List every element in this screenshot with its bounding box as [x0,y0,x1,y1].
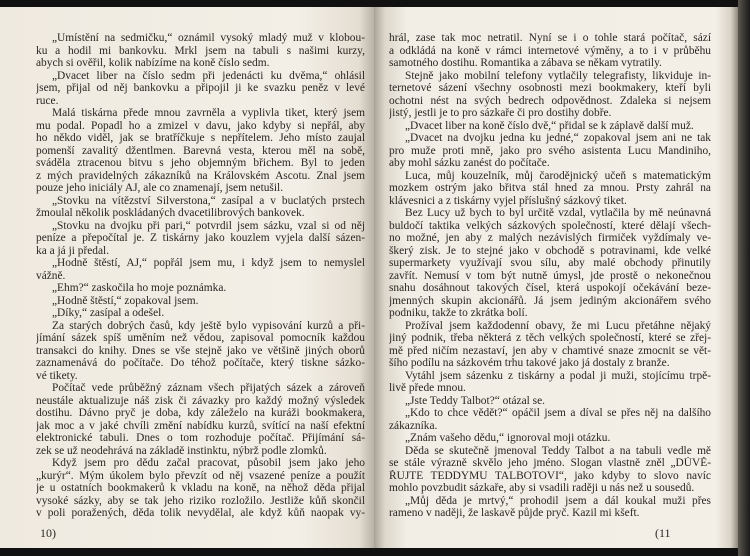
paragraph [36,307,365,320]
text-line: je u ostatních bookmakerů k vkladu na koně, na něhož děda přijal [36,482,365,494]
paragraph [389,395,711,408]
paragraph [389,370,711,395]
paragraph [36,220,365,258]
text-line: snahu dosáhnout takových čísel, která uspokojí očekávání beze- [389,282,711,294]
text-line: Děda se skutečně jmenoval Teddy Talbot a na tabuli vedle mě [405,444,711,457]
paragraph [389,407,711,432]
text-line: transakci do knihy. Dnes se vše stejně jako ve většině jiných oborů [36,344,365,357]
text-line: „Stovku na vítězství Silverstona,“ zasípal a v buclatých prstech [52,194,365,207]
paragraph [389,320,711,370]
paragraph [389,432,711,445]
text-line: mozkem ostrým jako břitva stál hned za mnou. Prsty zahrál na [389,182,711,194]
text-line: jistý, jestli je to pro sázkaře či pro dostihy dobře. [389,107,612,119]
text-line: a odkládá na koně v rámci internetové výměny, a to i v průběhu [389,44,711,57]
text-line: supermarkety využívají svou sílu, aby malé obchody přinutily [389,257,711,269]
paragraph [389,207,711,320]
text-line: jmenných skupin akcionářů. Já jsem jediným akcionářem svého [389,294,711,307]
text-line: zavřít. Nemusí v tom být nutně úmysl, jde prostě o nekonečnou [389,269,711,282]
paragraph [389,445,711,495]
text-line: dostihu. Dávno pryč je doba, kdy záleželo na kuráži bookmakera, [36,407,365,419]
paragraph [36,382,365,457]
text-line: žmoulal několik poskládaných dvacetilibrových bankovek. [36,207,305,219]
paragraph [389,120,711,133]
text-line: zákazníka. [389,419,438,432]
text-line: Když jsem pro dědu začal pracovat, působil jsem jako jeho [52,457,365,469]
page-number: (11 [655,526,671,540]
text-line: ka a já ji předal. [36,244,110,257]
text-line: samotného dostihu. Romantika a zábava se někam vytratily. [389,57,662,69]
text-line: jímání sázek spíš uměním než vědou, zapisoval pomocník každou [36,332,365,344]
paragraph [36,70,365,108]
text-line: „Jste Teddy Talbot?“ otázal se. [405,394,546,407]
text-line: „Ehm?“ zaskočila ho moje poznámka. [52,282,227,294]
text-line: Za starých dobrých časů, kdy ještě bylo vypisování kurzů a při- [52,319,365,332]
text-line: Bez Lucy už bych to byl určitě vzdal, vytlačila by mě neúnavná [405,207,711,219]
text-line: zek se už neodehrává na základě instinktu, nýbrž podle zlomků. [36,444,327,457]
paragraph [36,457,365,520]
text-line: šího podílu na sázkovém trhu takové jako já dostaly z branže. [389,357,670,369]
text-line: aby mohl sázku zanést do počítače. [389,157,550,169]
text-line: vážně. [36,269,66,282]
text-line: „Stovku na dvojku při pari,“ potvrdil jsem sázku, vzal si od něj [52,219,365,232]
text-line: „Můj děda je mrtvý,“ prohodil jsem a dál koukal muži přes [405,494,711,507]
paragraph [36,282,365,295]
text-line: „Umístění na sedmičku,“ oznámil vysoký mladý muž v klobou- [52,32,365,44]
text-line: abych si ověřil, kolik nabízíme na koně číslo sedm. [36,57,270,69]
text-line: Malá tiskárna přede mnou zavrněla a vyplivla tiket, který jsem [52,107,365,119]
text-line: podniku, takže to zkrátka bolí. [389,307,528,319]
text-line: „Hodně štěstí, AJ,“ popřál jsem mu, i když jsem to nemyslel [52,257,365,269]
text-line: rameno v naději, že laskavě půjde pryč. Kazil mi kšeft. [389,507,640,519]
paragraph [389,32,711,70]
text-line: buldočí taktika velkých sázkových společností, které dělají všech- [389,219,711,232]
paragraph [389,495,711,520]
text-line: „Hodně štěstí,“ zopakoval jsem. [52,294,199,307]
text-line: „kurýr“. Mým úkolem bylo převzít od něj vsazené peníze a použít [36,469,365,482]
text-line: „Dvacet na dvojku jedna ku jedné,“ zopakoval jsem ani ne tak [405,132,711,144]
text-line: Prožíval jsem každodenní obavy, že mi Lucu přetáhne nějaký [405,319,711,332]
text-line: v poli poražených, děda tolik nevydělal, ale když kůň naopak vy- [36,507,365,519]
text-line: ku a hodil mi bankovku. Mrkl jsem na tabuli s našimi kurzy, [36,44,365,57]
paragraph [36,295,365,308]
page-number: 10) [40,526,56,540]
text-line: ochotni nést na svých bedrech odpovědnost. Zdaleka si nejsem [389,94,711,107]
text-line: jak moc a v jaké chvíli změní nabídku kurzů, svítící na naší efektní [36,419,365,432]
paragraph [36,32,365,70]
text-line: zaznamenává do počítače. Do téhož počítače, který tiskne sázko- [36,357,365,369]
text-line: mě před ničím nezastaví, jen aby v chamtivé snaze zmocnit se vět- [389,344,711,357]
text-line: „Kdo to chce vědět?“ opáčil jsem a díval se přes něj na dalšího [405,407,711,419]
text-line: z mých pravidelných zákazníků na Královském Ascotu. Znal jsem [36,169,365,182]
paragraph [389,170,711,208]
text-line: ternetové sázení všechny osobnosti mezi bookmakery, kteří byli [389,82,711,94]
left-book-page [0,7,374,548]
text-line: neustále aktualizuje náš zisk či závazky pro každý možný výsledek [36,394,365,407]
text-line: „Díky,“ zasípal a odešel. [52,307,165,319]
text-line: mohlo povzbudit sázkaře, aby si vsadili raději u nás než u sousedů. [389,482,695,494]
text-line: hrál, zase tak moc netratil. Nyní se i o tohle stará počítač, sází [389,32,711,44]
right-book-page [374,7,738,548]
text-line: pomenší zavalitý džentlmen. Barevná vesta, kterou měl na sobě, [36,144,365,157]
text-line: pro muže proti mně, jako pro svého asistenta Lucu Mandiniho, [389,144,711,157]
text-line: peníze a přepočítal je. Z tiskárny jako kouzlem vyjela další sázen- [36,232,365,244]
paragraph [36,107,365,195]
text-line: se stále výrazně skvělo jeho jméno. Slogan vlastně zněl „DŮVĚ- [389,457,711,469]
paragraph [36,320,365,383]
text-line: elektronické tabuli. Dnes o tom rozhoduje počítač. Přijímání sá- [36,432,365,444]
text-line: Vytáhl jsem sázenku z tiskárny a podal ji muži, stojícímu trpě- [405,369,711,382]
text-line: no možné, jen aby z malých nezávislých firmiček vyždímaly ve- [389,232,711,244]
text-line: škerý zisk. Je to stejné jako v obchodě s potravinami, kde velké [389,244,711,257]
paragraph [389,132,711,170]
text-line: mu podal. Popadl ho a zmizel v davu, jako kdyby si nepřál, aby [36,119,365,132]
text-line: livě přede mnou. [389,382,466,394]
text-line: „Znám vašeho dědu,“ ignoroval moji otázku. [405,432,611,444]
left-page-text [36,32,365,520]
text-line: jiný podnik, třeba některá z těch velkých společností, které se zřej- [389,332,711,344]
text-line: ruce. [36,94,59,107]
text-line: ŘUJTE TEDDYMU TALBOTOVI“, jako kdyby to slovo navíc [389,469,711,482]
text-line: vysoké sázky, aby se tak jeho riziko rozložilo. Jestliže kůň skončil [36,494,365,507]
text-line: ho někdo viděl, jak se bratříčkuje s nepřítelem. Jeho místo zaujal [36,132,365,144]
paragraph [36,257,365,282]
text-line: klávesnici a z tiskárny vyjel příslušný sázkový tiket. [389,194,627,207]
text-line: „Dvacet liber na číslo sedm při jedenácti ku dvěma,“ ohlásil [52,69,365,82]
text-line: jsem, přijal od něj bankovku a připojil ji ke svazku peněz v levé [36,82,365,94]
text-line: Luca, můj kouzelník, můj čarodějnický učeň s matematickým [405,169,711,182]
text-line: Stejně jako mobilní telefony vytlačily telegrafisty, likviduje in- [405,69,711,82]
text-line: „Dvacet liber na koně číslo dvě,“ přidal se k záplavě další muž. [405,119,694,132]
text-line: Počítač vede průběžný záznam všech přijatých sázek a zároveň [52,382,365,394]
paragraph [36,195,365,220]
book-edge-shadow [738,0,750,556]
text-line: sváděla ztracenou bitvu s jeho objemným břichem. Byl to jeden [36,157,365,169]
text-line: vé tikety. [36,369,78,382]
right-page-text [389,32,711,520]
paragraph [389,70,711,120]
text-line: pouze jeho iniciály AJ, ale co znamenají, jsem netušil. [36,182,284,194]
